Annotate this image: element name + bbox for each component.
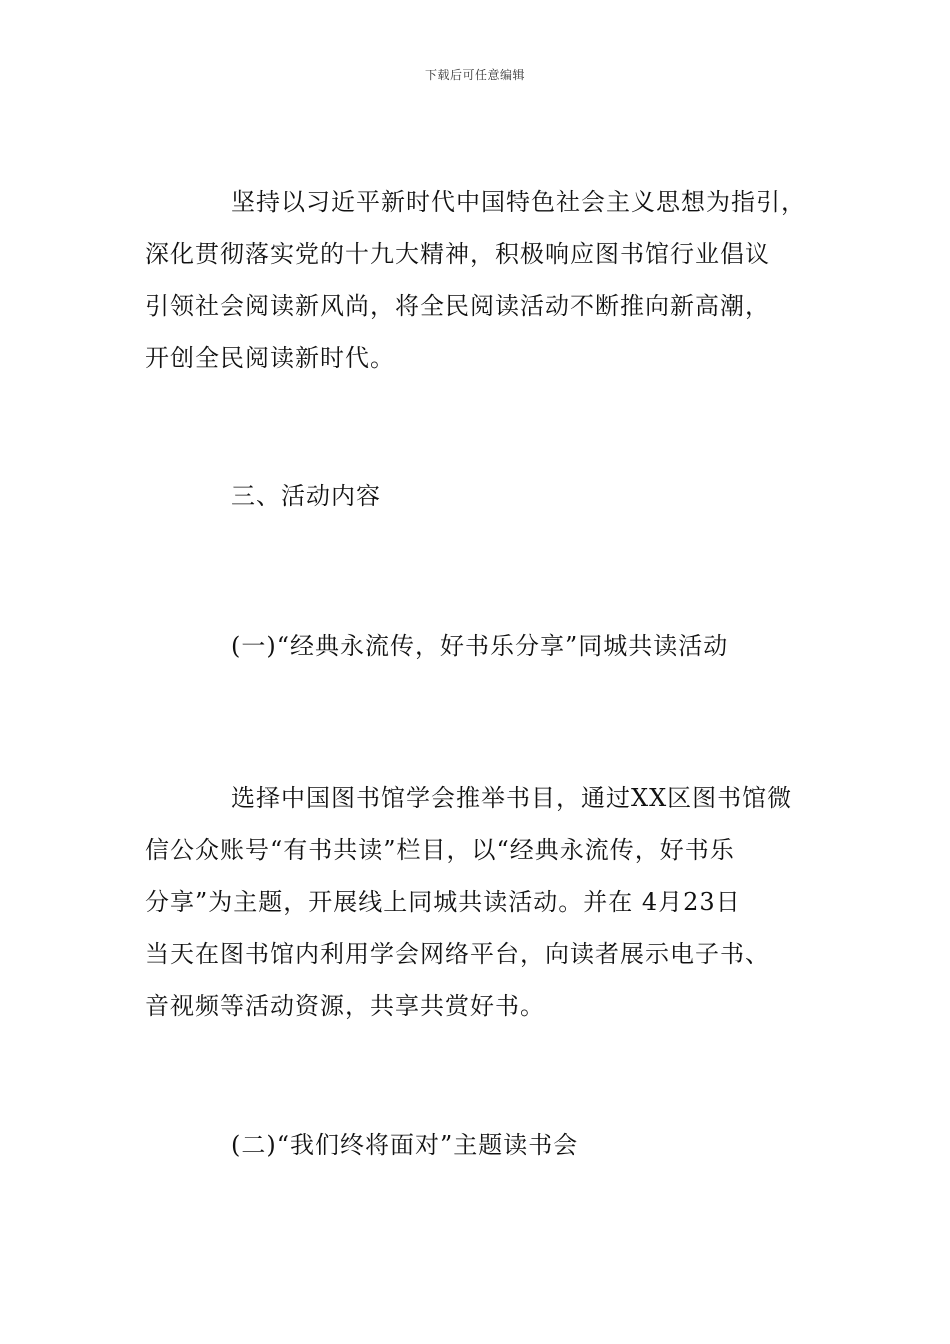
paragraph-line: 开创全民阅读新时代。	[145, 344, 395, 372]
paragraph-line: 分享”为主题，开展线上同城共读活动。并在 4月23日	[145, 888, 741, 916]
section-heading-text: 三、活动内容	[231, 482, 381, 510]
section-heading-activity-content	[145, 470, 825, 522]
paragraph-line: 坚持以习近平新时代中国特色社会主义思想为指引，	[231, 188, 806, 216]
subsection-heading-book-club	[145, 1119, 825, 1171]
subsection-heading-text: (一)“经典永流传，好书乐分享”同城共读活动	[231, 632, 729, 660]
paragraph-reading-activity	[145, 772, 825, 1032]
header-note: 下载后可任意编辑	[424, 68, 525, 82]
subsection-heading-text: (二)“我们终将面对”主题读书会	[231, 1131, 579, 1159]
paragraph-guiding-principle	[145, 176, 825, 384]
paragraph-line: 选择中国图书馆学会推举书目，通过XX区图书馆微	[231, 784, 793, 812]
paragraph-line: 音视频等活动资源，共享共赏好书。	[145, 992, 545, 1020]
paragraph-line: 引领社会阅读新风尚，将全民阅读活动不断推向新高潮，	[145, 292, 770, 320]
subsection-heading-reading-activity	[145, 620, 825, 672]
paragraph-line: 当天在图书馆内利用学会网络平台，向读者展示电子书、	[145, 940, 770, 968]
paragraph-line: 信公众账号“有书共读”栏目，以“经典永流传，好书乐	[145, 836, 735, 864]
paragraph-line: 深化贯彻落实党的十九大精神，积极响应图书馆行业倡议	[145, 240, 770, 268]
